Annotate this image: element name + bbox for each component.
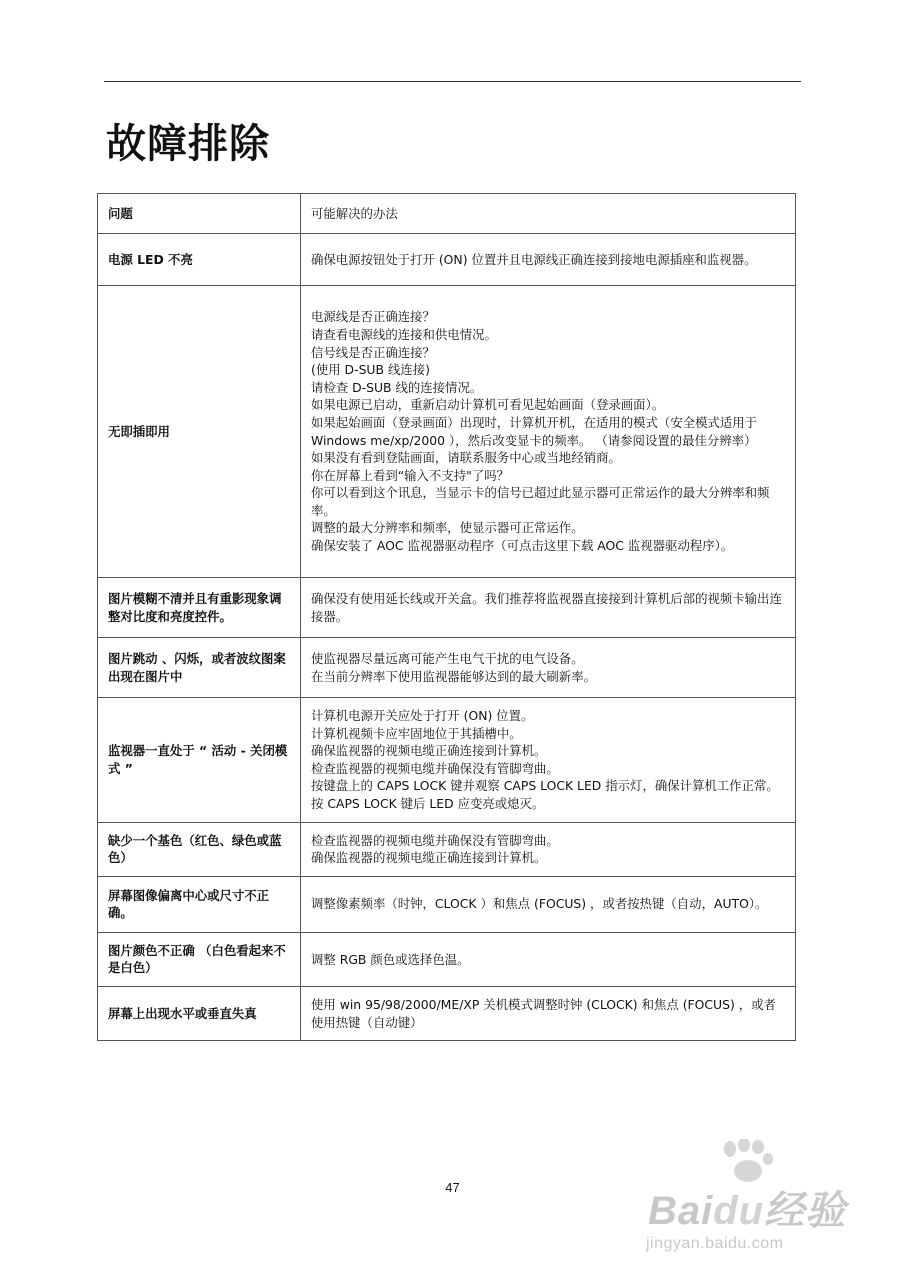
table-row — [98, 578, 796, 638]
solution-line: 你在屏幕上看到“输入不支持"了吗？ — [311, 467, 509, 483]
solution-line: 请查看电源线的连接和供电情况。 — [311, 326, 497, 342]
table-row — [98, 986, 796, 1040]
solution-line: 使用 win 95/98/2000/ME/XP 关机模式调整时钟 (CLOCK) 和焦点 (FOCUS) ，或者使用热键（自动键） — [311, 996, 776, 1030]
solution-line: 信号线是否正确连接？ — [311, 344, 435, 360]
solution-line: 确保电源按钮处于打开 (ON) 位置并且电源线正确连接到接地电源插座和监视器。 — [311, 251, 757, 267]
header-solution: 可能解决的办法 — [301, 194, 796, 234]
solution-line: 检查监视器的视频电缆并确保没有管脚弯曲。 — [311, 832, 559, 848]
solution-cell — [301, 286, 796, 578]
solution-line: 请检查 D-SUB 线的连接情况。 — [311, 379, 483, 395]
solution-line: 如果没有看到登陆画面，请联系服务中心或当地经销商。 — [311, 450, 621, 466]
solution-line: 确保安装了 AOC 监视器驱动程序（可点击这里下载 AOC 监视器驱动程序）。 — [311, 538, 734, 554]
watermark-logo — [648, 1179, 846, 1236]
solution-line: 确保监视器的视频电缆正确连接到计算机。 — [311, 743, 547, 759]
solution-line: 确保监视器的视频电缆正确连接到计算机。 — [311, 850, 547, 866]
problem-cell: 监视器一直处于 “ 活动 - 关闭模式 ” — [98, 698, 301, 823]
page-number: 47 — [445, 1180, 460, 1195]
solution-cell — [301, 234, 796, 286]
table-row — [98, 932, 796, 986]
solution-cell — [301, 822, 796, 876]
watermark-logo-b: du — [713, 1189, 765, 1233]
table-row — [98, 876, 796, 932]
solution-line: (使用 D-SUB 线连接) — [311, 362, 430, 378]
table-row — [98, 234, 796, 286]
problem-cell: 图片颜色不正确 （白色看起来不是白色） — [98, 932, 301, 986]
page-title: 故障排除 — [106, 121, 270, 167]
watermark-logo-a: Bai — [648, 1189, 714, 1233]
solution-line: 如果起始画面（登录画面）出现时，计算机开机，在适用的模式（安全模式适用于 Windows me/xp/2000 ），然后改变显卡的频率。 （请参阅设置的最佳分辨率） — [311, 414, 758, 448]
header-problem: 问题 — [98, 194, 301, 234]
solution-line: 检查监视器的视频电缆并确保没有管脚弯曲。 — [311, 760, 559, 776]
solution-cell — [301, 578, 796, 638]
solution-cell — [301, 698, 796, 823]
problem-cell: 图片模糊不清并且有重影现象调整对比度和亮度控件。 — [98, 578, 301, 638]
solution-line: 调整 RGB 颜色或选择色温。 — [311, 951, 470, 967]
solution-cell — [301, 932, 796, 986]
table-row — [98, 698, 796, 823]
solution-cell — [301, 638, 796, 698]
solution-line: 计算机电源开关应处于打开 (ON) 位置。 — [311, 708, 534, 723]
watermark-url: jingyan.baidu.com — [646, 1235, 784, 1252]
problem-cell: 屏幕图像偏离中心或尺寸不正确。 — [98, 876, 301, 932]
solution-line: 在当前分辨率下使用监视器能够达到的最大刷新率。 — [311, 668, 596, 684]
solution-line: 你可以看到这个讯息，当显示卡的信号已超过此显示器可正常运作的最大分辨率和频率。 — [311, 485, 770, 518]
problem-cell: 屏幕上出现水平或垂直失真 — [98, 986, 301, 1040]
table-row — [98, 638, 796, 698]
table-row — [98, 286, 796, 578]
top-rule — [104, 81, 801, 82]
table-header-row — [98, 194, 796, 234]
solution-line: 使监视器尽量远离可能产生电气干扰的电气设备。 — [311, 650, 584, 666]
baidu-jingyan-watermark — [640, 1135, 880, 1260]
watermark-logo-c: 经验 — [764, 1189, 847, 1233]
problem-cell: 缺少一个基色（红色、绿色或蓝色） — [98, 822, 301, 876]
solution-cell — [301, 986, 796, 1040]
problem-cell: 无即插即用 — [98, 286, 301, 578]
solution-line: 计算机视频卡应牢固地位于其插槽中。 — [311, 725, 522, 741]
solution-line: 调整像素频率（时钟，CLOCK ）和焦点 (FOCUS) ，或者按热键（自动，AUTO）。 — [311, 896, 768, 912]
solution-line: 如果电源已启动，重新启动计算机可看见起始画面（登录画面）。 — [311, 397, 665, 413]
solution-cell — [301, 876, 796, 932]
problem-cell: 图片跳动 、闪烁，或者波纹图案出现在图片中 — [98, 638, 301, 698]
paw-icon — [716, 1139, 776, 1183]
table-row — [98, 822, 796, 876]
problem-cell: 电源 LED 不亮 — [98, 234, 301, 286]
troubleshooting-table — [97, 193, 796, 1041]
solution-line: 按键盘上的 CAPS LOCK 键并观察 CAPS LOCK LED 指示灯，确保计算机工作正常。按 CAPS LOCK 键后 LED 应变亮或熄灭。 — [311, 778, 779, 811]
solution-line: 电源线是否正确连接？ — [311, 309, 435, 325]
solution-line: 确保没有使用延长线或开关盒。我们推荐将监视器直接接到计算机后部的视频卡输出连接器。 — [311, 590, 782, 624]
solution-line: 调整的最大分辨率和频率，使显示器可正常运作。 — [311, 520, 584, 536]
